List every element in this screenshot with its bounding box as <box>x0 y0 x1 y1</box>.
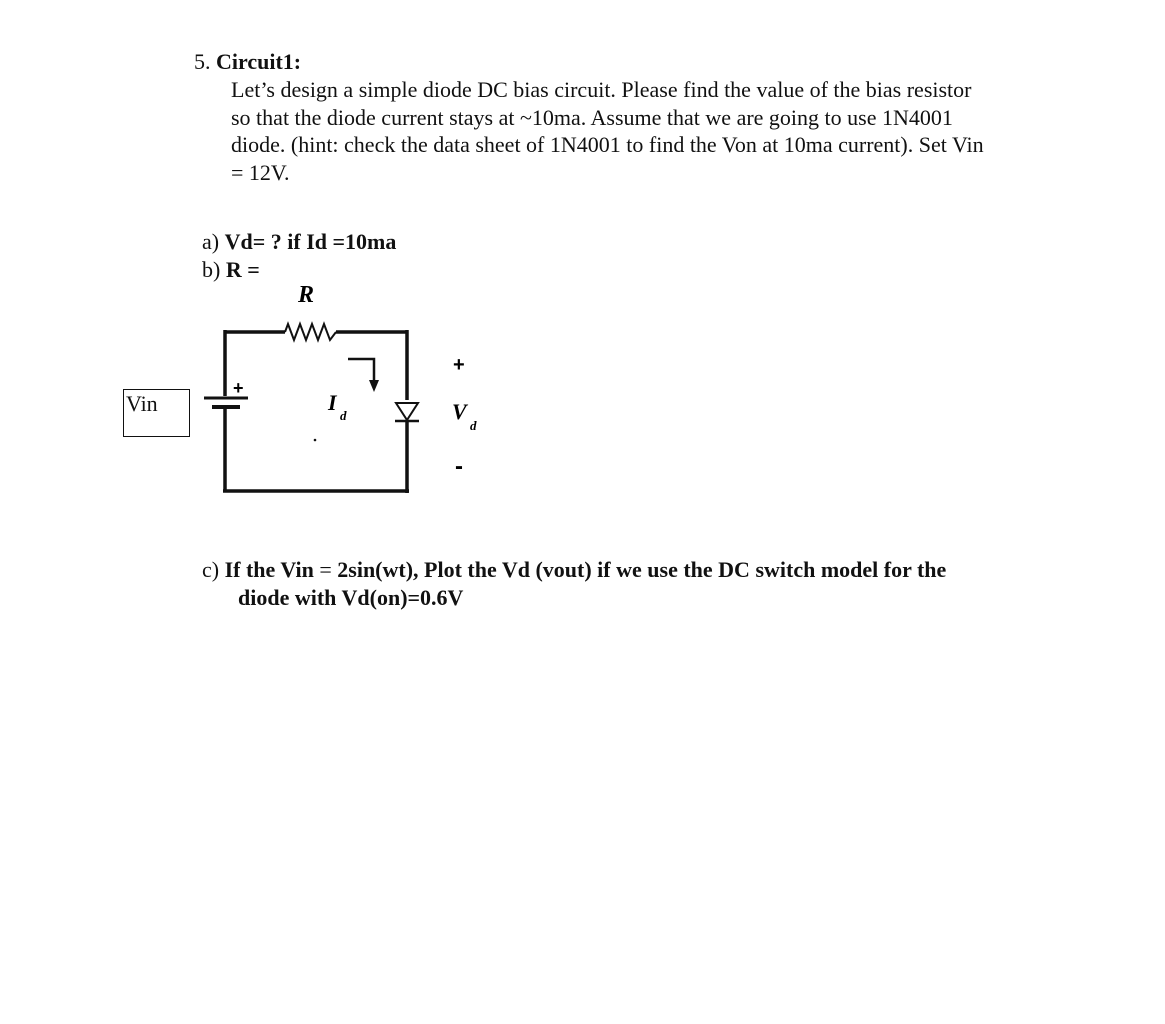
question-c-prefix: c) <box>202 557 220 582</box>
question-b-text: R = <box>225 257 260 282</box>
problem-line: = 12V. <box>231 159 290 185</box>
question-b-prefix: b) <box>202 257 221 282</box>
resistor-symbol <box>285 324 336 340</box>
voltage-subscript: d <box>470 418 477 433</box>
current-label: I <box>328 390 337 415</box>
question-a-text: Vd= ? if Id =10ma <box>224 229 397 254</box>
problem-line: so that the diode current stays at ~10ma. Assume that we are going to use 1N4001 <box>231 104 953 130</box>
vd-plus-sign: + <box>453 354 465 376</box>
problem-number: 5. <box>194 49 211 74</box>
problem-line: Let’s design a simple diode DC bias circuit. Please find the value of the bias resistor <box>231 77 972 102</box>
current-subscript: d <box>340 408 347 423</box>
vin-label: Vin <box>126 391 158 416</box>
question-c-equals: = <box>313 557 338 582</box>
resistor-label: R <box>298 282 315 308</box>
voltage-label: V <box>452 399 467 424</box>
question-c <box>202 556 946 584</box>
diode-icon <box>396 403 418 420</box>
stray-dot <box>314 439 317 442</box>
vd-minus-sign: - <box>455 453 463 480</box>
problem-line: diode. (hint: check the data sheet of 1N4001 to find the Von at 10ma current). Set Vin <box>231 132 984 157</box>
question-c-text-2: 2sin(wt), Plot the Vd (vout) if we use the DC switch model for the <box>337 557 947 582</box>
question-a-prefix: a) <box>202 229 220 254</box>
current-arrow-icon <box>369 380 379 392</box>
problem-title: Circuit1: <box>216 49 302 74</box>
battery-plus-sign: + <box>233 378 244 398</box>
question-c-continuation: diode with Vd(on)=0.6V <box>238 585 464 610</box>
question-c-text-1: If the Vin <box>224 557 314 582</box>
